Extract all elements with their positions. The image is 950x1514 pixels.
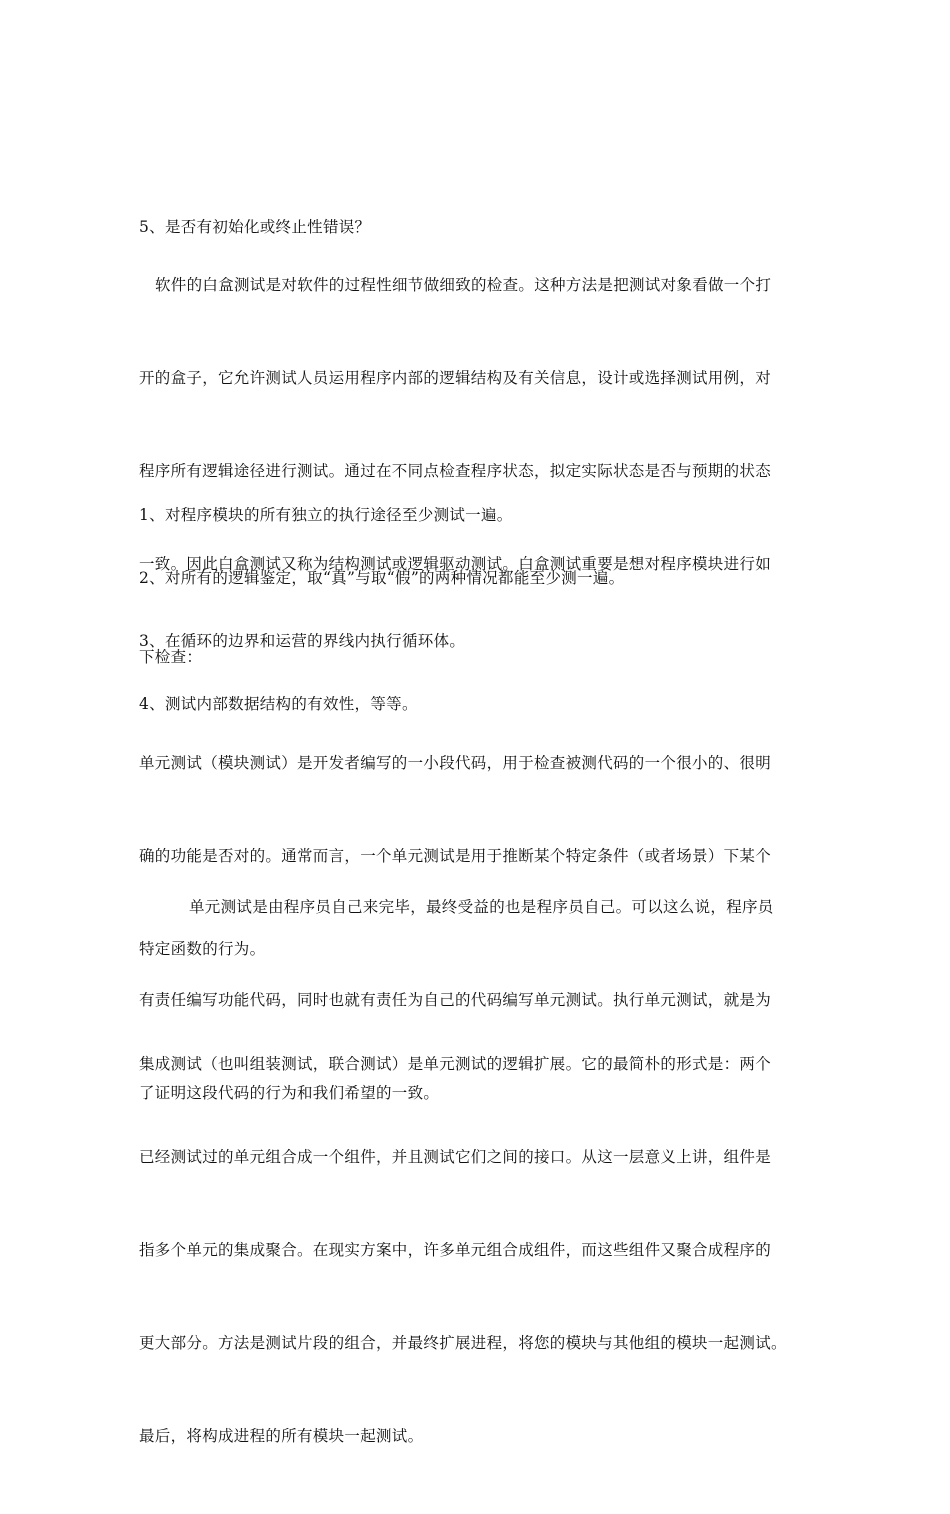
- text-line: 更大部分。方法是测试片段的组合，并最终扩展进程，将您的模块与其他组的模块一起测试。: [139, 1334, 787, 1352]
- text-line: 5、是否有初始化或终止性错误？: [139, 218, 371, 236]
- text-line: 4、测试内部数据结构的有效性，等等。: [139, 695, 418, 713]
- text-line: 已经测试过的单元组合成一个组件，并且测试它们之间的接口。从这一层意义上讲，组件是: [139, 1148, 772, 1166]
- text-line: 2、对所有的逻辑鉴定，取“真”与取“假”的两种情况都能至少测一遍。: [139, 569, 625, 587]
- text-line: 开的盒子，它允许测试人员运用程序内部的逻辑结构及有关信息，设计或选择测试用例，对: [139, 369, 772, 387]
- text-line: 有责任编写功能代码，同时也就有责任为自己的代码编写单元测试。执行单元测试，就是为: [139, 991, 772, 1009]
- text-line: 集成测试（也叫组装测试，联合测试）是单元测试的逻辑扩展。它的最简朴的形式是：两个: [139, 1055, 772, 1073]
- text-line: 单元测试是由程序员自己来完毕，最终受益的也是程序员自己。可以这么说，程序员: [189, 898, 774, 916]
- text-line: 一致。因此白盒测试又称为结构测试或逻辑驱动测试。白盒测试重要是想对程序模块进行如: [139, 555, 772, 573]
- text-line: 确的功能是否对的。通常而言，一个单元测试是用于推断某个特定条件（或者场景）下某个: [139, 847, 772, 865]
- text-line: 下检查：: [139, 648, 203, 666]
- text-line: 特定函数的行为。: [139, 940, 266, 958]
- text-line: 最后，将构成进程的所有模块一起测试。: [139, 1427, 424, 1445]
- integration-testing-paragraph: [139, 987, 829, 1514]
- text-line: 1、对程序模块的所有独立的执行途径至少测试一遍。: [139, 506, 513, 524]
- text-line: 单元测试（模块测试）是开发者编写的一小段代码，用于检查被测代码的一个很小的、很明: [139, 754, 772, 772]
- text-line: 3、在循环的边界和运营的界线内执行循环体。: [139, 632, 466, 650]
- text-line: 软件的白盒测试是对软件的过程性细节做细致的检查。这种方法是把测试对象看做一个打: [155, 276, 772, 294]
- text-line: 指多个单元的集成聚合。在现实方案中，许多单元组合成组件，而这些组件又聚合成程序的: [139, 1241, 772, 1259]
- text-line: 了证明这段代码的行为和我们希望的一致。: [139, 1084, 440, 1102]
- text-line: 程序所有逻辑途径进行测试。通过在不同点检查程序状态，拟定实际状态是否与预期的状态: [139, 462, 772, 480]
